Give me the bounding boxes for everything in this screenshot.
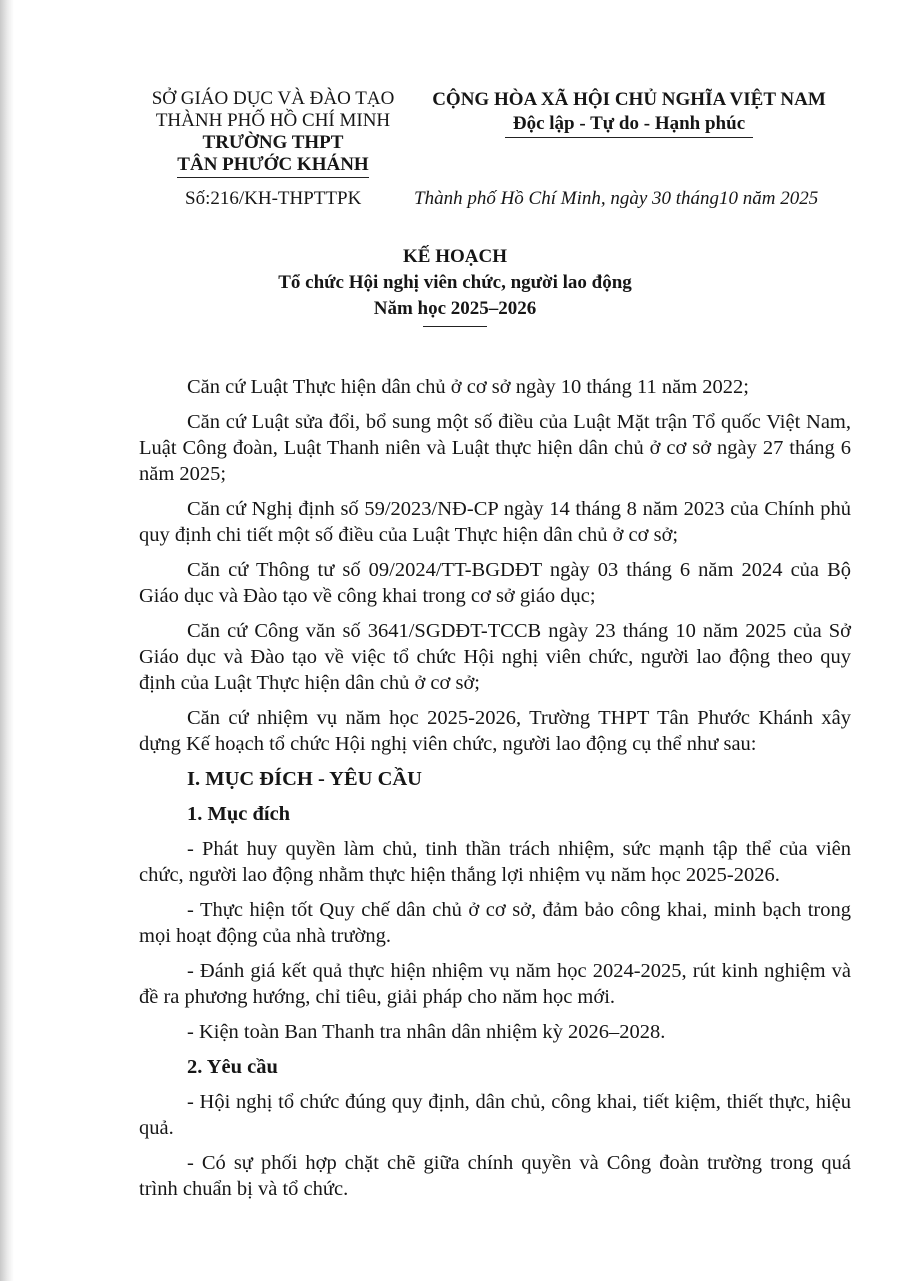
purpose-item-3: - Đánh giá kết quả thực hiện nhiệm vụ năm học 2024-2025, rút kinh nghiệm và đề ra phương hướng, chỉ tiêu, giải pháp cho năm học mới.	[139, 960, 851, 1008]
legal-basis-5: Căn cứ Công văn số 3641/SGDĐT-TCCB ngày 23 tháng 10 năm 2025 của Sở Giáo dục và Đào tạo về việc tổ chức Hội nghị viên chức, người lao động theo quy định của Luật Thực hiện dân chủ ở cơ sở;	[139, 620, 851, 694]
title-underline	[423, 326, 487, 327]
school-name: TÂN PHƯỚC KHÁNH	[177, 154, 368, 178]
national-motto: Độc lập - Tự do - Hạnh phúc	[505, 112, 753, 138]
requirement-item-1: - Hội nghị tổ chức đúng quy định, dân chủ, công khai, tiết kiệm, thiết thực, hiệu quả.	[139, 1091, 851, 1139]
department-name: SỞ GIÁO DỤC VÀ ĐÀO TẠO	[151, 88, 395, 109]
nation-name: CỘNG HÒA XÃ HỘI CHỦ NGHĨA VIỆT NAM	[432, 89, 826, 110]
legal-basis-1: Căn cứ Luật Thực hiện dân chủ ở cơ sở ngày 10 tháng 11 năm 2022;	[187, 376, 749, 398]
purpose-item-4: - Kiện toàn Ban Thanh tra nhân dân nhiệm kỳ 2026–2028.	[187, 1021, 666, 1043]
purpose-item-2: - Thực hiện tốt Quy chế dân chủ ở cơ sở, đảm bảo công khai, minh bạch trong mọi hoạt động của nhà trường.	[139, 899, 851, 947]
subsection-heading-purpose: 1. Mục đích	[187, 803, 291, 825]
national-header	[408, 88, 850, 138]
school-type: TRƯỜNG THPT	[202, 132, 344, 153]
document-body	[139, 374, 851, 1211]
page-edge-shadow	[0, 0, 14, 1281]
subsection-heading-requirements: 2. Yêu cầu	[187, 1056, 278, 1078]
title-school-year: Năm học 2025–2026	[373, 298, 537, 319]
legal-basis-2: Căn cứ Luật sửa đổi, bổ sung một số điều của Luật Mặt trận Tổ quốc Việt Nam, Luật Công đoàn, Luật Thanh niên và Luật thực hiện dân chủ ở cơ sở ngày 27 tháng 6 năm 2025;	[139, 411, 851, 485]
document-number: Số:216/KH-THPTTPK	[185, 188, 362, 209]
purpose-item-1: - Phát huy quyền làm chủ, tinh thần trách nhiệm, sức mạnh tập thể của viên chức, người lao động nhằm thực hiện thắng lợi nhiệm vụ năm học 2025-2026.	[139, 838, 851, 886]
title-subject: Tổ chức Hội nghị viên chức, người lao động	[278, 272, 632, 293]
document-title	[0, 244, 910, 327]
legal-basis-3: Căn cứ Nghị định số 59/2023/NĐ-CP ngày 14 tháng 8 năm 2023 của Chính phủ quy định chi tiết một số điều của Luật Thực hiện dân chủ ở cơ sở;	[139, 498, 851, 546]
section-heading-1: I. MỤC ĐÍCH - YÊU CẦU	[187, 768, 422, 790]
requirement-item-2: - Có sự phối hợp chặt chẽ giữa chính quyền và Công đoàn trường trong quá trình chuẩn bị và tổ chức.	[139, 1152, 851, 1200]
legal-basis-4: Căn cứ Thông tư số 09/2024/TT-BGDĐT ngày 03 tháng 6 năm 2024 của Bộ Giáo dục và Đào tạo về công khai trong cơ sở giáo dục;	[139, 559, 851, 607]
city-name: THÀNH PHỐ HỒ CHÍ MINH	[155, 110, 391, 131]
title-main: KẾ HOẠCH	[403, 246, 507, 267]
legal-basis-6: Căn cứ nhiệm vụ năm học 2025-2026, Trường THPT Tân Phước Khánh xây dựng Kế hoạch tổ chức Hội nghị viên chức, người lao động cụ thể như sau:	[139, 707, 851, 755]
document-date: Thành phố Hồ Chí Minh, ngày 30 tháng10 năm 2025	[414, 188, 819, 209]
issuing-authority	[128, 88, 418, 178]
